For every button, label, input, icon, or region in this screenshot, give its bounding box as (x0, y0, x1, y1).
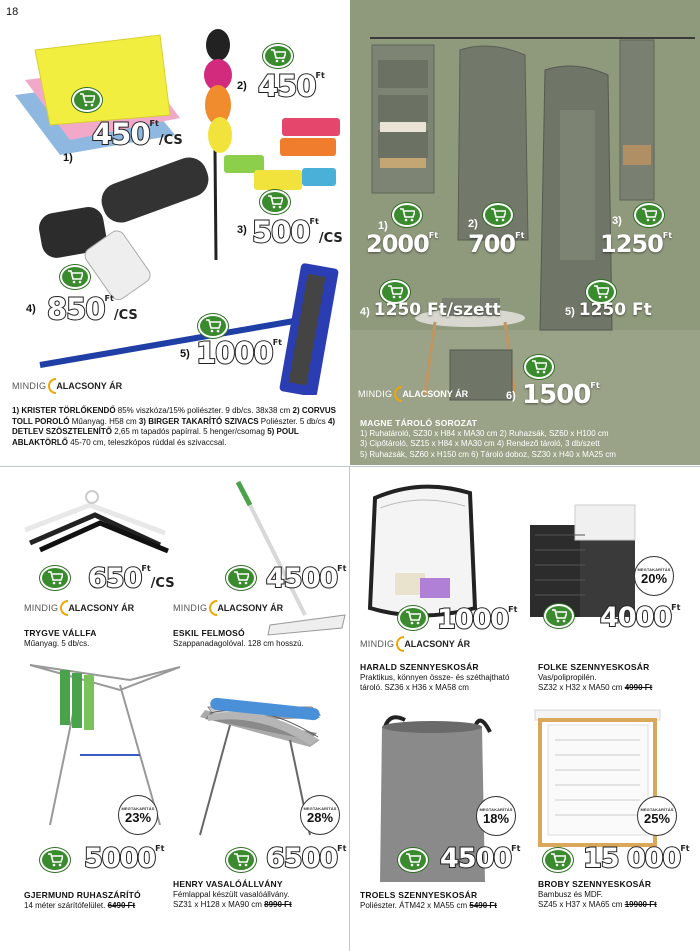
discount-badge-gjermund: MEGTAKARÍTÁS 23% (118, 795, 158, 835)
discount-badge-troels: MEGTAKARÍTÁS 18% (476, 796, 516, 836)
magne-num-3: 3) (612, 215, 622, 227)
cart-icon[interactable] (40, 566, 70, 590)
price-eskil: $4500^{Ft}$ (266, 563, 347, 594)
cart-icon[interactable] (398, 606, 428, 630)
cart-icon[interactable] (60, 265, 90, 289)
cart-icon[interactable] (198, 314, 228, 338)
magne-num-2: 2) (468, 218, 478, 230)
mindig-alacsony-ar-logo: MINDIG ALACSONY ÁR (12, 378, 122, 394)
price-corvus: $450^{Ft}$ (258, 69, 325, 103)
cleaning-section (0, 0, 349, 466)
discount-badge-henry: MEGTAKARÍTÁS 28% (300, 795, 340, 835)
page-number: 18 (6, 6, 19, 18)
eskil-mop-illustration (210, 480, 350, 640)
gjermund-description: GJERMUND RUHASZÁRÍTÓ 14 méter szárítófelület. 6490 Ft (24, 890, 141, 910)
discount-badge-folke: MEGTAKARÍTÁS 20% (634, 556, 674, 596)
broby-description: BROBY SZENNYESKOSÁR Bambusz és MDF. SZ45 x H37 x MA65 cm 19900 Ft (538, 879, 657, 909)
cleaning-description: 1) KRISTER TÖRLŐKENDŐ 85% viszkóza/15% poliészter. 9 db/cs. 38x38 cm 2) CORVUS TOLL POROLÓ Műanyag. H58 cm 3) BIRGER TAKARÍTÓ SZIVACS Poliészter. 5 db/cs 4) DETLEV SZÖSZTELENÍTŐ 2,65 m tapadós papírral. 5 henger/csomag 5) POUL ABLAKTÖRLŐ 45-70 cm, teleszkópos rúddal és szivaccsal. (12, 406, 336, 447)
item-num-3: 3) (237, 224, 247, 236)
price-birger: $500^{Ft}/CS$ (252, 215, 343, 249)
cart-icon[interactable] (72, 88, 102, 112)
mindig-alacsony-ar-logo: MINDIG ALACSONY ÁR (358, 386, 468, 402)
cart-icon[interactable] (543, 848, 573, 872)
price-broby: 15 $000^{Ft}$ (583, 843, 690, 874)
magne-description: MAGNE TÁROLÓ SOROZAT 1) Ruhatároló, SZ30 x H84 x MA30 cm 2) Ruhazsák, SZ60 x H100 cm 3) Cipőtároló, SZ15 x H84 x MA30 cm 4) Rendező tároló, 3 db/szett 5) Ruhazsák, SZ60 x H150 cm 6) Tároló doboz, SZ30 x H40 x MA25 cm (360, 418, 616, 459)
price-gjermund: $5000^{Ft}$ (84, 843, 165, 874)
price-krister: $450^{Ft}/CS$ (92, 117, 183, 151)
price-poul: $1000^{Ft}$ (196, 336, 283, 370)
cleaning-products-illustration (0, 0, 349, 395)
item-num-1: 1) (63, 152, 73, 164)
cart-icon[interactable] (524, 355, 554, 379)
cart-icon[interactable] (226, 566, 256, 590)
divider-horizontal (0, 466, 700, 467)
cart-icon[interactable] (226, 848, 256, 872)
magne-price-3: $1250^{Ft}$ (600, 230, 673, 258)
price-harald: $1000^{Ft}$ (437, 604, 518, 635)
price-henry: $6500^{Ft}$ (266, 843, 347, 874)
magne-num-6: 6) (506, 390, 516, 402)
trygve-hangers-illustration (20, 485, 170, 560)
item-num-5: 5) (180, 348, 190, 360)
cart-icon[interactable] (392, 203, 422, 227)
cart-icon[interactable] (634, 203, 664, 227)
cart-icon[interactable] (263, 44, 293, 68)
troels-description: TROELS SZENNYESKOSÁR Poliészter. ÁTM42 x MA55 cm 5490 Ft (360, 890, 497, 910)
mindig-alacsony-ar-logo: MINDIG ALACSONY ÁR (24, 600, 134, 616)
cart-icon[interactable] (40, 848, 70, 872)
discount-badge-broby: MEGTAKARÍTÁS 25% (637, 796, 677, 836)
cart-icon[interactable] (398, 848, 428, 872)
eskil-description: ESKIL FELMOSÓ Szappanadagolóval. 128 cm hosszú. (173, 628, 304, 648)
henry-description: HENRY VASALÓÁLLVÁNY Fémlappal készült vasalóállvány. SZ31 x H128 x MA90 cm 8990 Ft (173, 879, 292, 909)
cart-icon[interactable] (260, 190, 290, 214)
harald-description: HARALD SZENNYESKOSÁR Praktikus, könnyen össze- és széthajtható tároló. SZ36 x H36 x MA58 cm (360, 662, 510, 692)
harald-basket-illustration (365, 478, 480, 623)
mindig-alacsony-ar-logo: MINDIG ALACSONY ÁR (360, 636, 470, 652)
item-num-2: 2) (237, 80, 247, 92)
magne-price-2: $700^{Ft}$ (468, 230, 525, 258)
folke-description: FOLKE SZENNYESKOSÁR Vas/polipropilén. SZ32 x H32 x MA50 cm 4990 Ft (538, 662, 653, 692)
cart-icon[interactable] (483, 203, 513, 227)
magne-price-1: $2000^{Ft}$ (366, 230, 439, 258)
item-num-4: 4) (26, 303, 36, 315)
price-troels: $4500^{Ft}$ (440, 843, 521, 874)
price-trygve: $650^{Ft}/CS$ (88, 563, 175, 594)
magne-price-4: 4) 1250 Ft/szett (360, 300, 501, 320)
magne-section (350, 0, 700, 466)
magne-num-1: 1) (378, 220, 388, 232)
price-detlev: $850^{Ft}/CS$ (47, 292, 138, 326)
price-folke: $4000^{Ft}$ (600, 602, 681, 633)
magne-price-5: 5) 1250 Ft (565, 300, 652, 320)
magne-price-6: $1500^{Ft}$ (522, 380, 600, 410)
mindig-alacsony-ar-logo: MINDIG ALACSONY ÁR (173, 600, 283, 616)
trygve-description: TRYGVE VÁLLFA Műanyag. 5 db/cs. (24, 628, 97, 648)
cart-icon[interactable] (544, 604, 574, 628)
